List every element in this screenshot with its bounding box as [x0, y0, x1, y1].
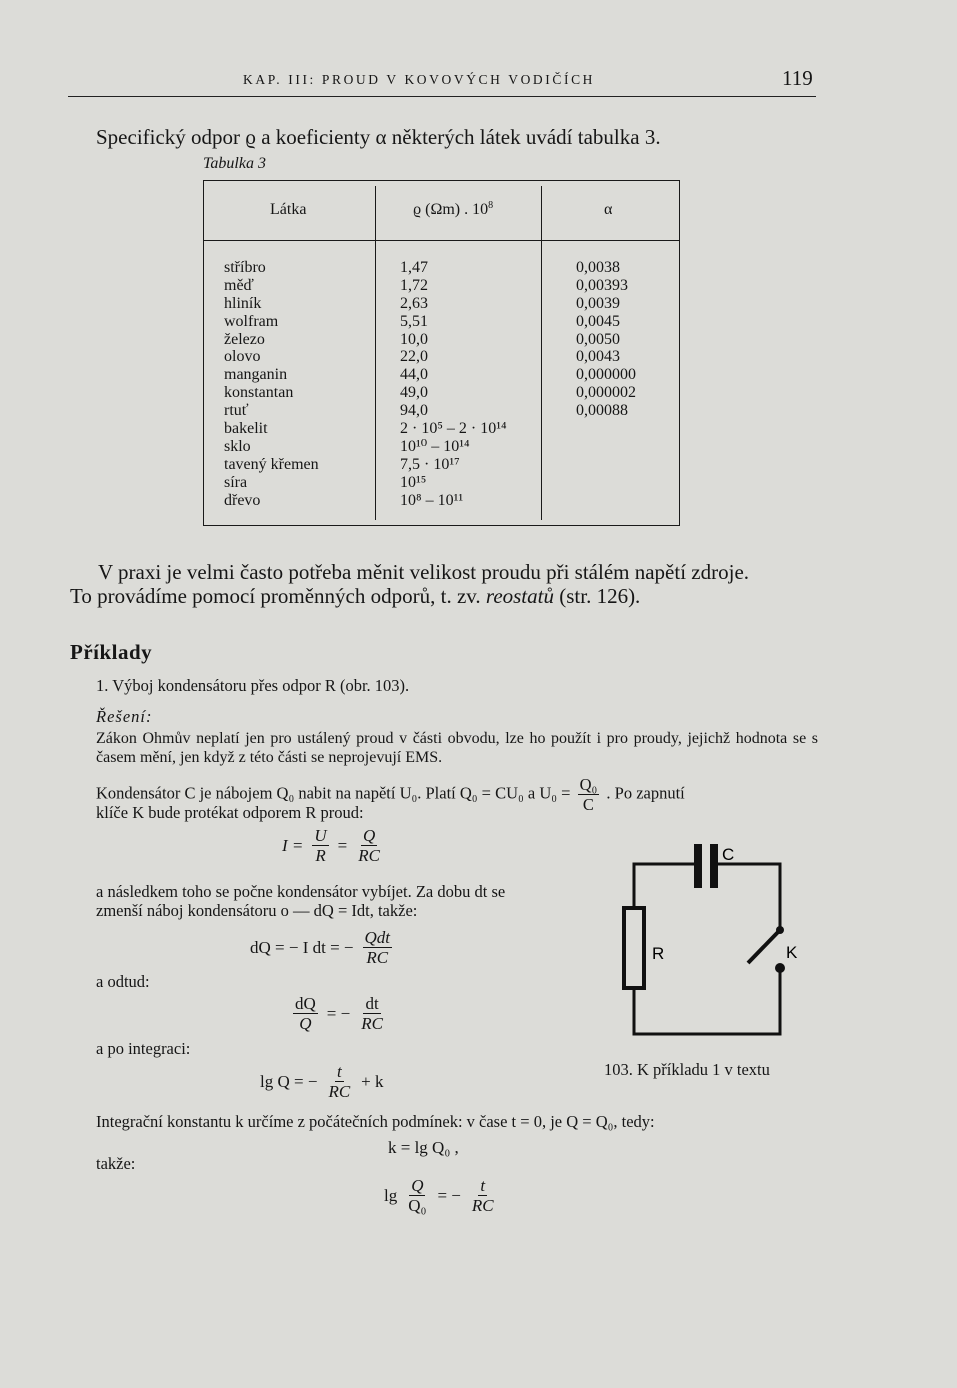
capacitor-line-1: Kondensátor C je nábojem Q₀ nabit na napětí U₀. Platí Q₀ = CU₀ a U₀ = $\frac{\text{Q₀}}{C}$ . Po zapnutí — [96, 775, 685, 814]
table-cell-resistivity: 1,47 — [400, 259, 428, 276]
table-cell-alpha: 0,00393 — [576, 276, 628, 294]
page-number: 119 — [782, 66, 813, 90]
label-r: R — [652, 944, 665, 963]
table-cell-resistivity: 2 · 10⁵ – 2 · 10¹⁴ — [400, 420, 507, 438]
label-po-integraci: a po integraci: — [96, 1039, 191, 1058]
equation-final: lg $\frac{Q}{\text{Q₀}}$ = − $\frac{t}{RC}$ — [384, 1176, 494, 1215]
example-heading: 1. Výboj kondensátoru přes odpor R (obr. 103). — [96, 676, 410, 695]
table-cell-material: konstantan — [224, 384, 294, 402]
integration-constant-text: Integrační konstantu k určíme z počátečních podmínek: v čase t = 0, je Q = Q₀, tedy: — [96, 1112, 655, 1131]
switch-contact — [776, 926, 784, 934]
table-cell-alpha: 0,0050 — [576, 330, 620, 348]
label-a-odtud: a odtud: — [96, 972, 150, 991]
table-cell-material: hliník — [224, 294, 262, 312]
table-col-divider-1 — [375, 186, 376, 520]
table-left-border — [203, 180, 204, 526]
switch-pivot — [775, 963, 785, 973]
table-caption: Tabulka 3 — [203, 155, 266, 172]
table-cell-resistivity: 2,63 — [400, 294, 428, 312]
table-header-alpha: α — [604, 201, 613, 218]
table-cell-material: měď — [224, 276, 254, 294]
circuit-wire — [634, 968, 780, 1034]
equation-differential: $\frac{dQ}{Q}$ = − $\frac{dt}{RC}$ — [295, 994, 383, 1033]
equation-current: I = $\frac{U}{R}$ = $\frac{Q}{RC}$ — [282, 826, 380, 865]
table-cell-material: tavený křemen — [224, 455, 319, 473]
equation-dq: dQ = − I dt = − $\frac{\text{Qdt}}{RC}$ — [250, 928, 391, 967]
section-title: Příklady — [70, 640, 153, 664]
table-cell-resistivity: 22,0 — [400, 348, 428, 366]
table-cell-resistivity: 10¹⁵ — [400, 473, 427, 491]
running-header: KAP. III: PROUD V KOVOVÝCH VODIČÍCH — [243, 72, 596, 87]
equation-log: lg Q = − $\frac{t}{RC}$ + k — [260, 1062, 384, 1101]
circuit-wire — [718, 864, 780, 930]
table-cell-alpha: 0,000002 — [576, 384, 636, 402]
table-cell-resistivity: 7,5 · 10¹⁷ — [400, 455, 460, 473]
table-cell-alpha: 0,0039 — [576, 294, 620, 312]
label-takze: takže: — [96, 1154, 136, 1173]
table-cell-alpha: 0,0045 — [576, 312, 620, 330]
capacitor-line-2: klíče K bude protékat odporem R proud: — [96, 803, 364, 822]
label-k: K — [786, 943, 798, 962]
discharge-text-2: zmenší náboj kondensátoru o — dQ = Idt, takže: — [96, 901, 418, 920]
switch-lever — [748, 930, 780, 963]
table-header-rule — [203, 240, 680, 241]
table-cell-resistivity: 10¹⁰ – 10¹⁴ — [400, 437, 470, 455]
table-cell-material: rtuť — [224, 402, 249, 420]
table-header-resistivity: ϱ (Ωm) . $10^8$ — [413, 200, 494, 218]
paragraph-line-2: To provádíme pomocí proměnných odporů, t. zv. reostatů (str. 126). — [70, 584, 641, 608]
table-cell-alpha: 0,0043 — [576, 348, 620, 366]
label-c: C — [722, 845, 735, 864]
equation-k: k = lg Q₀ , — [388, 1138, 459, 1157]
table-cell-resistivity: 49,0 — [400, 384, 428, 402]
intro-sentence: Specifický odpor ϱ a koeficienty α některých látek uvádí tabulka 3. — [96, 125, 661, 149]
resistor-symbol — [624, 908, 644, 988]
table-cell-resistivity: 5,51 — [400, 312, 428, 330]
table-cell-resistivity: 10⁸ – 10¹¹ — [400, 491, 464, 509]
ohm-law-text: Zákon Ohmův neplatí jen pro ustálený proud v části obvodu, lze ho použít i pro proudy, jejichž hodnota se s časem mění, jen když z této části se neprojevují EMS. — [96, 730, 818, 766]
table-cell-material: wolfram — [224, 312, 279, 330]
table-cell-material: manganin — [224, 366, 288, 384]
table-top-border — [203, 180, 680, 181]
table-cell-material: olovo — [224, 348, 261, 366]
table-column-materials — [224, 259, 319, 509]
table-cell-material: stříbro — [224, 259, 266, 276]
circuit-wire — [634, 864, 694, 908]
table-column-alpha — [576, 259, 636, 420]
table-col-divider-2 — [541, 186, 542, 520]
fraction-q0-over-c: $\frac{\text{Q₀}}{C}$ — [579, 775, 598, 814]
table-cell-material: železo — [224, 330, 265, 348]
paragraph-line-1: V praxi je velmi často potřeba měnit velikost proudu při stálém napětí zdroje. — [98, 560, 750, 584]
circuit-diagram — [610, 838, 810, 1038]
table-cell-material: dřevo — [224, 491, 261, 509]
table-cell-alpha: 0,0038 — [576, 259, 620, 276]
solution-label: Řešení: — [96, 707, 153, 726]
table-cell-resistivity: 44,0 — [400, 366, 428, 384]
header-rule — [68, 96, 816, 97]
table-cell-material: sklo — [224, 437, 251, 455]
table-right-border — [679, 180, 680, 526]
table-column-resistivity — [400, 259, 507, 509]
capacitor-plate-right — [710, 844, 718, 888]
discharge-text-1: a následkem toho se počne kondensátor vybíjet. Za dobu dt se — [96, 882, 506, 901]
capacitor-plate-left — [694, 844, 702, 888]
table-header-material: Látka — [270, 201, 307, 218]
table-cell-resistivity: 94,0 — [400, 402, 428, 420]
table-cell-alpha: 0,00088 — [576, 402, 628, 420]
table-cell-alpha: 0,000000 — [576, 366, 636, 384]
table-bottom-border — [203, 525, 680, 526]
figure-caption: 103. K příkladu 1 v textu — [604, 1060, 770, 1079]
table-cell-resistivity: 1,72 — [400, 276, 428, 294]
table-cell-resistivity: 10,0 — [400, 330, 428, 348]
table-cell-material: síra — [224, 473, 248, 491]
table-cell-material: bakelit — [224, 420, 268, 438]
